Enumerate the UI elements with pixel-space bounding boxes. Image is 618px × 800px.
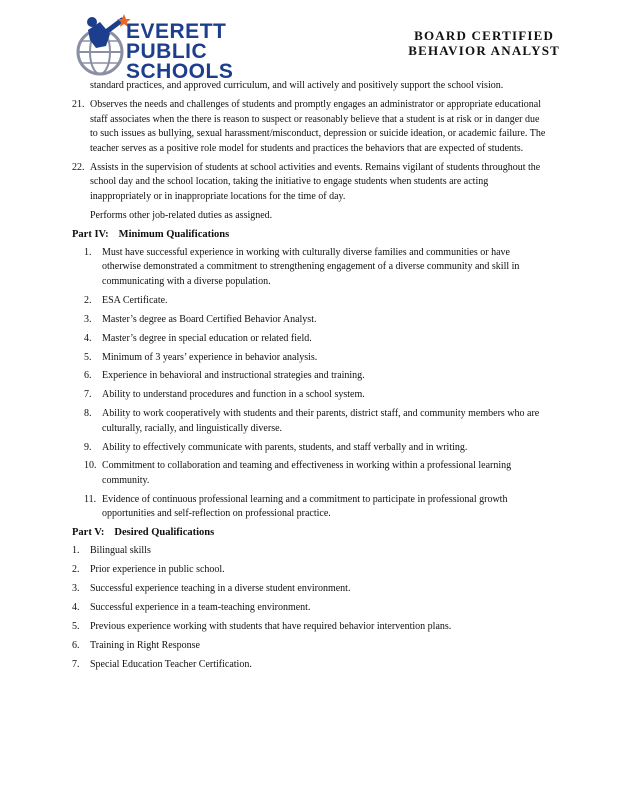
logo-line: SCHOOLS	[126, 60, 234, 83]
item-number: 3.	[72, 583, 80, 595]
item-text: Minimum of 3 years’ experience in behavior analysis.	[102, 351, 318, 363]
globe-figure-icon	[70, 12, 130, 80]
item-number: 9.	[84, 441, 92, 453]
minimum-qualifications-list	[72, 246, 548, 522]
item-number: 10.	[84, 460, 97, 472]
list-item	[72, 563, 548, 577]
item-number: 6.	[72, 640, 80, 651]
list-item	[72, 493, 548, 522]
item-number: 2.	[84, 294, 92, 306]
item-number: 6.	[84, 370, 92, 382]
item-number: 1.	[72, 545, 80, 557]
item-text: Ability to effectively communicate with parents, students, and staff verbally and in writing.	[102, 441, 468, 453]
item-text: Successful experience teaching in a diverse student environment.	[90, 583, 351, 595]
other-duties: Performs other job-related duties as assigned.	[90, 210, 273, 222]
list-item	[72, 369, 548, 383]
list-item	[72, 544, 548, 558]
item-text: Master’s degree as Board Certified Behavior Analyst.	[102, 313, 317, 325]
item-number: 7.	[84, 389, 92, 401]
item-text: Assists in the supervision of students at school activities and events. Remains vigilant of students throughout the school day and the school location, taking the initiative to engage students when students are acting inappropriately or in inappropriate locations for the time of day.	[90, 162, 541, 202]
list-item	[72, 459, 548, 488]
item-text: Experience in behavioral and instructional strategies and training.	[102, 370, 365, 382]
item-number: 1.	[84, 247, 92, 259]
item-number: 22.	[72, 162, 85, 174]
continued-paragraph: standard practices, and approved curriculum, and will actively and positively support the school vision.	[90, 80, 504, 91]
item-text: Prior experience in public school.	[90, 564, 225, 576]
item-number: 8.	[84, 408, 92, 420]
item-text: Ability to work cooperatively with students and their parents, district staff, and community members who are culturally, racially, and linguistically diverse.	[102, 408, 540, 434]
item-number: 4.	[72, 602, 80, 614]
part4-title: Minimum Qualifications	[118, 228, 230, 240]
item-text: Commitment to collaboration and teaming and effectiveness in working within a professional learning community.	[102, 460, 512, 486]
document-body	[72, 79, 548, 677]
item-number: 11.	[84, 493, 97, 505]
item-number: 5.	[72, 621, 80, 633]
list-item	[72, 658, 548, 672]
item-text: Observes the needs and challenges of students and promptly engages an administrator or appropriate educational staff associates when the there is reason to suspect or reasonably believe that a student is at risk or in danger due to such issues as bullying, sexual harassment/misconduct, depression or suicide ideation, or academic failure. The teacher serves as a positive role model for students and practices the behaviors that are expected of students.	[90, 99, 546, 154]
logo-line: EVERETT	[126, 20, 227, 43]
part4-label: Part IV:	[72, 228, 109, 240]
part4-heading	[72, 228, 548, 242]
part5-heading	[72, 526, 548, 540]
desired-qualifications-list	[72, 544, 548, 672]
district-logo	[70, 12, 240, 82]
item-number: 3.	[84, 313, 92, 325]
item-text: Ability to understand procedures and function in a school system.	[102, 389, 365, 401]
list-item	[72, 98, 548, 156]
item-text: Evidence of continuous professional learning and a commitment to participate in professional growth opportunities and self-reflection on professional practice.	[102, 493, 508, 520]
document-title	[408, 28, 560, 58]
list-item	[72, 620, 548, 634]
list-item	[72, 351, 548, 365]
item-text: Previous experience working with students that have required behavior intervention plans.	[90, 621, 452, 633]
list-item	[72, 388, 548, 402]
item-text: Successful experience in a team-teaching environment.	[90, 602, 311, 614]
part5-title: Desired Qualifications	[114, 527, 215, 539]
item-number: 2.	[72, 564, 80, 576]
title-line-1: BOARD CERTIFIED	[414, 28, 555, 43]
item-text: ESA Certificate.	[102, 294, 168, 306]
list-item	[72, 639, 548, 653]
item-text: Training in Right Response	[90, 640, 200, 651]
logo-line: PUBLIC	[126, 40, 208, 63]
list-item	[72, 332, 548, 346]
list-item	[72, 294, 548, 308]
list-item	[72, 313, 548, 327]
item-number: 7.	[72, 658, 80, 670]
logo-wordmark	[126, 22, 233, 82]
list-item	[72, 407, 548, 436]
item-number: 21.	[72, 99, 85, 111]
list-item	[72, 582, 548, 596]
item-text: Master’s degree in special education or related field.	[102, 332, 312, 344]
item-text: Bilingual skills	[90, 545, 151, 557]
list-item	[72, 161, 548, 204]
list-item	[72, 441, 548, 455]
list-item	[72, 601, 548, 615]
item-text: Special Education Teacher Certification.	[90, 658, 252, 670]
item-text: Must have successful experience in working with culturally diverse families and communities or have otherwise demonstrated a commitment to strengthening engagement of a diverse community and skill in communicating with a diverse population.	[102, 247, 520, 287]
list-item	[72, 246, 548, 289]
item-number: 4.	[84, 332, 92, 344]
part5-label: Part V:	[72, 527, 105, 539]
title-line-2: BEHAVIOR ANALYST	[408, 43, 560, 58]
duties-list	[72, 98, 548, 204]
item-number: 5.	[84, 351, 92, 363]
